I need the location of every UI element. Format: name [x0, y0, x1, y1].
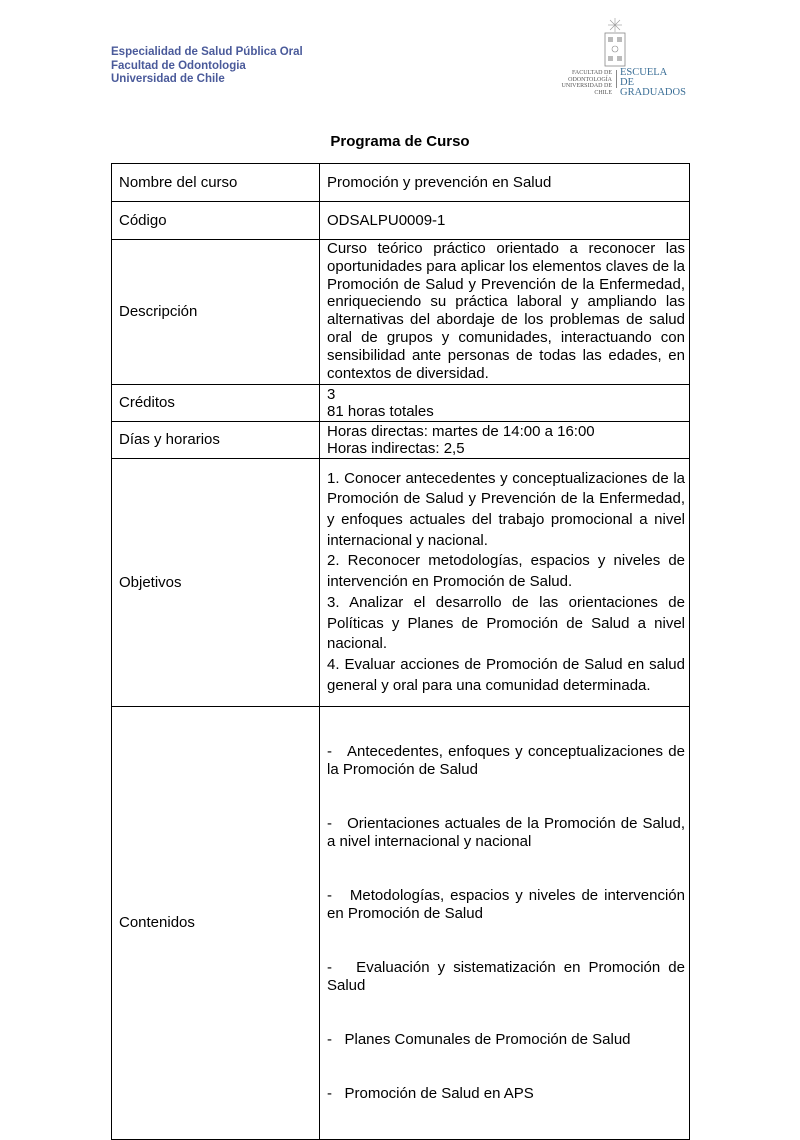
- list-item: 3. Analizar el desarrollo de las orientaciones de Políticas y Planes de Promoción de Salud a nivel nacional.: [327, 593, 685, 653]
- list-item: - Metodologías, espacios y niveles de intervención en Promoción de Salud: [327, 887, 690, 922]
- table-row: [112, 164, 690, 202]
- row-value: Curso teórico práctico orientado a reconocer las oportunidades para aplicar los elementos claves de la Promoción de Salud y Prevención de la Enfermedad, enriqueciendo su práctica laboral y ampliando las alternativas del abordaje de los problemas de salud oral de grupos y comunidades, interactuando con sensibilidad ante personas de todas las edades, en contextos de diversidad.: [320, 240, 690, 385]
- header-line: Universidad de Chile: [111, 73, 225, 85]
- escuela-graduados-logo: [560, 18, 686, 98]
- list-item: - Evaluación y sistematización en Promoción de Salud: [327, 959, 690, 994]
- row-label: Nombre del curso: [112, 164, 320, 202]
- contents-list: [320, 707, 690, 1140]
- table-row: [112, 385, 690, 422]
- table-row: [112, 707, 690, 1140]
- total-hours: 81 horas totales: [327, 403, 434, 420]
- list-item: 4. Evaluar acciones de Promoción de Salud en salud general y oral para una comunidad determinada.: [327, 655, 685, 694]
- row-label: Descripción: [112, 240, 320, 385]
- row-value: [320, 422, 690, 459]
- table-row: [112, 422, 690, 459]
- row-value: ODSALPU0009-1: [320, 202, 690, 240]
- row-label: Créditos: [112, 385, 320, 422]
- credits-value: 3: [327, 386, 336, 403]
- list-item: - Planes Comunales de Promoción de Salud: [327, 1031, 631, 1048]
- logo-divider: [616, 70, 617, 88]
- objectives-list: [320, 459, 690, 707]
- logo-faculty-text: FACULTAD DE ODONTOLOGÍA UNIVERSIDAD DE CHILE: [561, 70, 612, 96]
- table-row: [112, 459, 690, 707]
- list-item: - Promoción de Salud en APS: [327, 1085, 534, 1102]
- course-program-table: [111, 163, 690, 1140]
- row-label: Código: [112, 202, 320, 240]
- institution-header: [111, 46, 303, 87]
- page-title: Programa de Curso: [330, 133, 470, 150]
- header-line: Facultad de Odontologia: [111, 59, 246, 72]
- list-item: - Orientaciones actuales de la Promoción de Salud, a nivel internacional y nacional: [327, 815, 690, 850]
- row-value: Promoción y prevención en Salud: [320, 164, 690, 202]
- header-line: Especialidad de Salud Pública Oral: [111, 46, 303, 58]
- row-label: Objetivos: [112, 459, 320, 707]
- table-row: [112, 202, 690, 240]
- row-label: Días y horarios: [112, 422, 320, 459]
- university-crest-icon: [602, 18, 628, 68]
- direct-hours: Horas directas: martes de 14:00 a 16:00: [327, 423, 595, 440]
- row-label: Contenidos: [112, 707, 320, 1140]
- logo-school-text: ESCUELA DE GRADUADOS: [620, 67, 686, 98]
- list-item: 2. Reconocer metodologías, espacios y niveles de intervención en Promoción de Salud.: [327, 552, 685, 591]
- table-row: [112, 240, 690, 385]
- indirect-hours: Horas indirectas: 2,5: [327, 440, 465, 457]
- list-item: 1. Conocer antecedentes y conceptualizaciones de la Promoción de Salud y Prevención de la Enfermedad, y enfoques actuales del trabajo promocional a nivel internacional y nacional.: [327, 469, 685, 549]
- list-item: - Antecedentes, enfoques y conceptualizaciones de la Promoción de Salud: [327, 743, 690, 778]
- row-value: [320, 385, 690, 422]
